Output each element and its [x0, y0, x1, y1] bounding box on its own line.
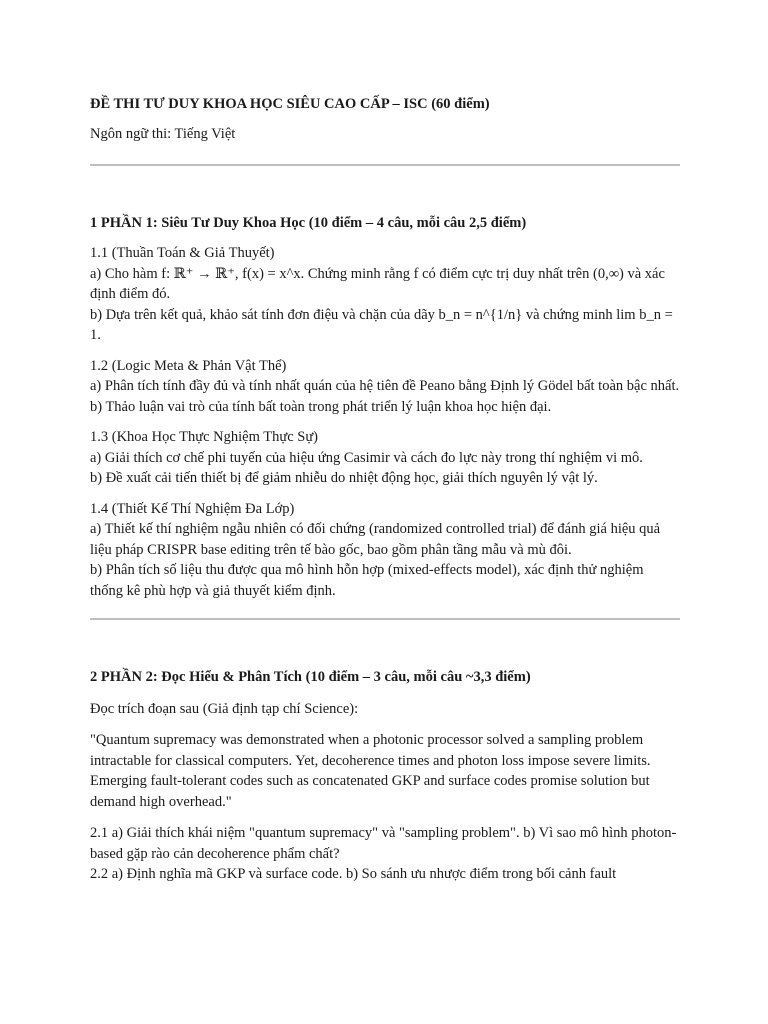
section-1-heading: 1 PHẦN 1: Siêu Tư Duy Khoa Học (10 điểm – 4 câu, mỗi câu 2,5 điểm)	[90, 214, 527, 231]
question-part-a: a) Giải thích cơ chế phi tuyến của hiệu ứng Casimir và cách đo lực này trong thí nghiệm vi mô.	[90, 449, 643, 466]
section-2-heading: 2 PHẦN 2: Đọc Hiểu & Phân Tích (10 điểm – 3 câu, mỗi câu ~3,3 điểm)	[90, 669, 531, 685]
question-part-a: a) Phân tích tính đầy đủ và tính nhất quán của hệ tiên đề Peano bằng Định lý Gödel bất toàn bậc nhất.	[90, 378, 680, 394]
document-page	[90, 94, 680, 885]
question-part-a: a) Thiết kế thí nghiệm ngẫu nhiên có đối chứng (randomized controlled trial) để đánh giá hiệu quả liệu pháp CRISPR base editing trên tế bào gốc, bao gồm phân tầng mẫu và mù đôi.	[90, 521, 661, 558]
question-1-4	[90, 499, 680, 602]
question-title: 1.4 (Thiết Kế Thí Nghiệm Đa Lớp)	[90, 500, 295, 517]
question-2-2: 2.2 a) Định nghĩa mã GKP và surface code. b) So sánh ưu nhược điểm trong bối cảnh fault	[90, 866, 617, 882]
question-title: 1.1 (Thuần Toán & Giả Thuyết)	[90, 245, 275, 261]
reading-intro: Đọc trích đoạn sau (Giả định tạp chí Science):	[90, 700, 359, 717]
exam-language: Ngôn ngữ thi: Tiếng Việt	[90, 126, 236, 142]
reading-quote: "Quantum supremacy was demonstrated when a photonic processor solved a sampling problem intractable for classical computers. Yet, decoherence times and photon loss impose severe limits. Emerging fault-tolerant codes such as concatenated GKP and surface codes promise solution but demand high overhead."	[90, 732, 651, 810]
document-title: ĐỀ THI TƯ DUY KHOA HỌC SIÊU CAO CẤP – ISC (60 điểm)	[90, 96, 490, 112]
question-title: 1.3 (Khoa Học Thực Nghiệm Thực Sự)	[90, 429, 319, 445]
question-part-b: b) Thảo luận vai trò của tính bất toàn trong phát triển lý luận khoa học hiện đại.	[90, 398, 552, 415]
question-2-1: 2.1 a) Giải thích khái niệm "quantum supremacy" và "sampling problem". b) Vì sao mô hình photon-based gặp rào cản decoherence phẩm chất?	[90, 825, 677, 862]
question-1-1	[90, 243, 680, 346]
section-divider	[90, 618, 680, 620]
question-part-b: b) Đề xuất cải tiến thiết bị để giảm nhiễu do nhiệt động học, giải thích nguyên lý vật lý.	[90, 470, 598, 486]
question-part-b: b) Phân tích số liệu thu được qua mô hình hỗn hợp (mixed-effects model), xác định thử nghiệm thống kê phù hợp và giả thuyết kiểm định.	[90, 562, 644, 599]
section-divider	[90, 164, 680, 166]
question-1-2	[90, 356, 680, 418]
question-1-3	[90, 427, 680, 489]
question-title: 1.2 (Logic Meta & Phản Vật Thể)	[90, 357, 287, 374]
question-part-b: b) Dựa trên kết quả, khảo sát tính đơn điệu và chặn của dãy b_n = n^{1/n} và chứng minh lim b_n = 1.	[90, 306, 673, 343]
question-part-a: a) Cho hàm f: ℝ⁺ → ℝ⁺, f(x) = x^x. Chứng minh rằng f có điểm cực trị duy nhất trên (0,∞) và xác định điểm đó.	[90, 265, 665, 302]
